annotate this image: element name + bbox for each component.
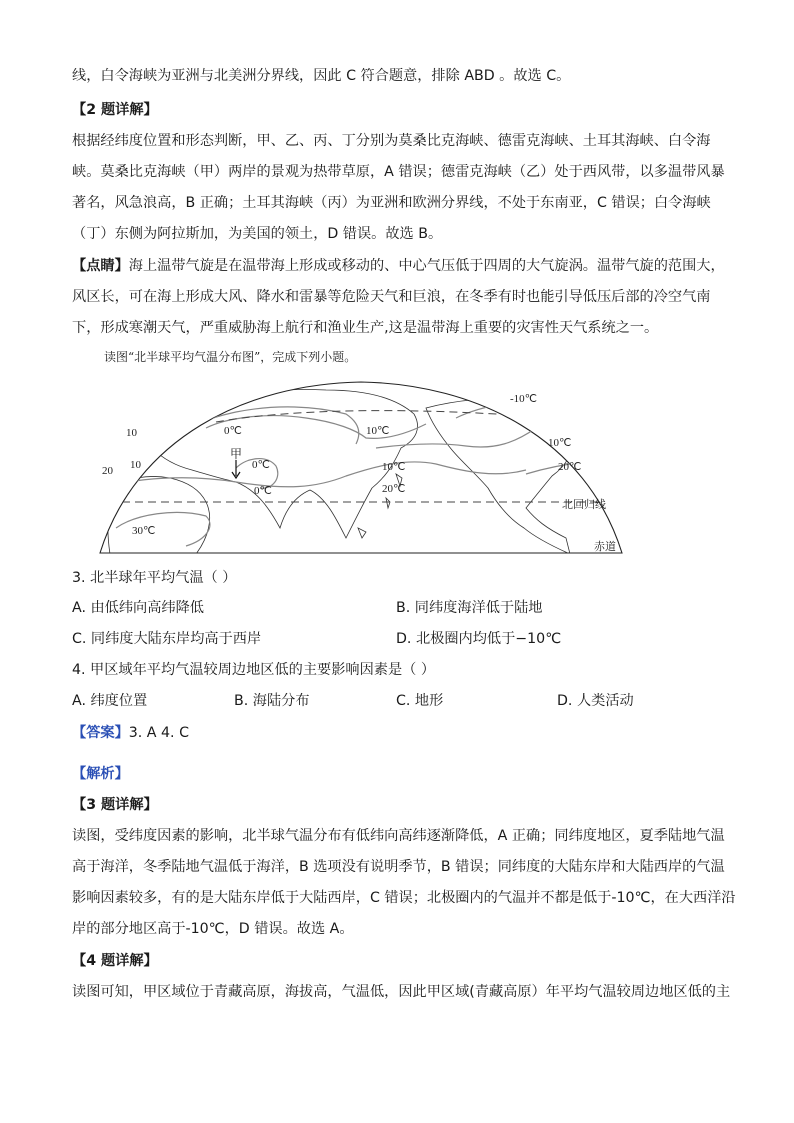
q3-option-d: D. 北极圈内均低于−10℃ [396, 631, 562, 647]
map-label-30: 30℃ [132, 525, 156, 537]
q4-stem: 4. 甲区域年平均气温较周边地区低的主要影响因素是（ ） [72, 662, 436, 678]
q3-option-c: C. 同纬度大陆东岸均高于西岸 [72, 631, 262, 647]
q2-detail-line: 根据经纬度位置和形态判断，甲、乙、丙、丁分别为莫桑比克海峡、德雷克海峡、土耳其海峡、白令海 [72, 133, 711, 149]
q3-stem: 3. 北半球年平均气温（ ） [72, 570, 237, 586]
q4-detail-line: 读图可知，甲区域位于青藏高原，海拔高，气温低，因此甲区域(青藏高原）年平均气温较周边地区低的主 [72, 984, 731, 1000]
q2-detail-line: 峡。莫桑比克海峡（甲）两岸的景观为热带草原，A 错误；德雷克海峡（乙）处于西风带，以多温带风暴 [72, 164, 725, 180]
q4-option-a: A. 纬度位置 [72, 693, 148, 709]
map-label-10-east: 10℃ [366, 425, 390, 437]
note-line: 下，形成寒潮天气，严重威胁海上航行和渔业生产,这是温带海上重要的灾害性天气系统之一。 [72, 320, 659, 336]
map-label-tropic: 北回归线 [562, 499, 606, 511]
q2-detail-line: （丁）东侧为阿拉斯加，为美国的领土，D 错误。故选 B。 [72, 226, 443, 242]
q3-option-a: A. 由低纬向高纬降低 [72, 600, 204, 616]
map-label-0-mid: 0℃ [252, 459, 270, 471]
map-label-10-west: 10 [130, 459, 141, 471]
temperature-map [96, 378, 626, 556]
note-line: 【点睛】海上温带气旋是在温带海上形成或移动的、中心气压低于四周的大气旋涡。温带气旋的范围大， [72, 258, 725, 274]
note-label: 【点睛】 [72, 258, 129, 274]
answer-label: 【答案】 [72, 725, 129, 741]
q2-detail-label: 【2 题详解】 [72, 102, 158, 118]
map-label-equator: 赤道 [594, 541, 616, 553]
q3-detail-line: 岸的部分地区高于-10℃，D 错误。故选 A。 [72, 921, 354, 937]
map-label-0: 0℃ [224, 425, 242, 437]
answer-line [72, 723, 724, 743]
map-label-neg10: -10℃ [510, 393, 538, 405]
q4-option-b: B. 海陆分布 [234, 693, 310, 709]
answer-text: 3. A 4. C [128, 725, 189, 741]
note-line: 风区长，可在海上形成大风、降水和雷暴等危险天气和巨浪，在冬季有时也能引导低压后部的冷空气南 [72, 289, 711, 305]
map-label-10-na: 10℃ [548, 437, 572, 449]
map-label-20-west: 20 [102, 465, 113, 477]
map-label-20-na: 20℃ [558, 461, 582, 473]
map-caption: 读图“北半球平均气温分布图”，完成下列小题。 [104, 350, 357, 364]
q3-detail-label: 【3 题详解】 [72, 797, 158, 813]
q3-detail-line: 影响因素较多，有的是大陆东岸低于大陆西岸，C 错误；北极圈内的气温并不都是低于-10℃，在大西洋沿 [72, 890, 736, 906]
map-label-jia: 甲 [230, 447, 243, 461]
intro-line: 线，白令海峡为亚洲与北美洲分界线，因此 C 符合题意，排除 ABD 。故选 C。 [72, 68, 571, 84]
q3-detail-line: 高于海洋，冬季陆地气温低于海洋，B 选项没有说明季节，B 错误；同纬度的大陆东岸和大陆西岸的气温 [72, 859, 725, 875]
map-label-10-pacific: 10℃ [382, 461, 406, 473]
analysis-label-line [72, 764, 724, 784]
map-label-10: 10 [126, 427, 137, 439]
analysis-label: 【解析】 [72, 766, 129, 782]
q4-option-d: D. 人类活动 [557, 693, 634, 709]
map-label-0-low: 0℃ [254, 485, 272, 497]
map-label-20-pacific: 20℃ [382, 483, 406, 495]
q4-option-c: C. 地形 [396, 693, 444, 709]
q2-detail-line: 著名，风急浪高，B 正确；土耳其海峡（丙）为亚洲和欧洲分界线，不处于东南亚，C 错误；白令海峡 [72, 195, 711, 211]
q3-option-b: B. 同纬度海洋低于陆地 [396, 600, 543, 616]
q4-detail-label: 【4 题详解】 [72, 953, 158, 969]
map-frame [100, 382, 622, 553]
q3-detail-line: 读图，受纬度因素的影响，北半球气温分布有低纬向高纬逐渐降低，A 正确；同纬度地区，夏季陆地气温 [72, 828, 725, 844]
